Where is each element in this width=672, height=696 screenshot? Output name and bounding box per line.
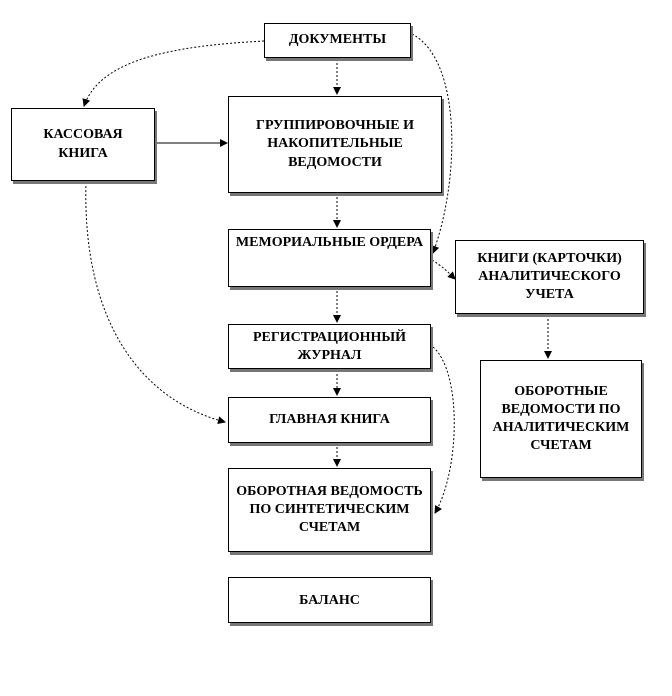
node-general-ledger-label: ГЛАВНАЯ КНИГА [269, 411, 390, 427]
node-balance [228, 577, 431, 623]
node-analytical-turnover-label: ОБОРОТНЫЕ ВЕДОМОСТИ ПО АНАЛИТИЧЕСКИМ СЧЕТАМ [492, 383, 630, 454]
node-analytical-books-label: КНИГИ (КАРТОЧКИ) АНАЛИТИЧЕСКОГО УЧЕТА [477, 250, 622, 303]
node-analytical-books [455, 240, 644, 314]
node-balance-label: БАЛАНС [299, 593, 360, 608]
node-cash-book [11, 108, 155, 181]
arrow-cashbook-to-ledger [86, 182, 225, 422]
node-general-ledger [228, 397, 431, 443]
node-memorial-orders [228, 229, 431, 287]
node-grouping-sheets [228, 96, 442, 193]
node-documents [264, 23, 411, 58]
node-memorial-orders-label: МЕМОРИАЛЬНЫЕ ОРДЕРА [235, 235, 424, 250]
arrow-journal-to-synthetic [433, 347, 454, 513]
node-grouping-sheets-label: ГРУППИРОВОЧНЫЕ И НАКОПИТЕЛЬНЫЕ ВЕДОМОСТИ [256, 118, 414, 170]
arrow-memorial-to-analytical-books [432, 260, 455, 279]
node-registration-journal-label: РЕГИСТРАЦИОННЫЙ ЖУРНАЛ [252, 330, 407, 364]
node-analytical-turnover [480, 360, 642, 478]
node-documents-label: ДОКУМЕНТЫ [288, 32, 387, 48]
node-synthetic-turnover-label: ОБОРОТНАЯ ВЕДОМОСТЬ ПО СИНТЕТИЧЕСКИМ СЧЕТАМ [236, 483, 423, 536]
node-registration-journal [228, 324, 431, 369]
node-synthetic-turnover [228, 468, 431, 552]
node-cash-book-label: КАССОВАЯ КНИГА [43, 127, 123, 161]
